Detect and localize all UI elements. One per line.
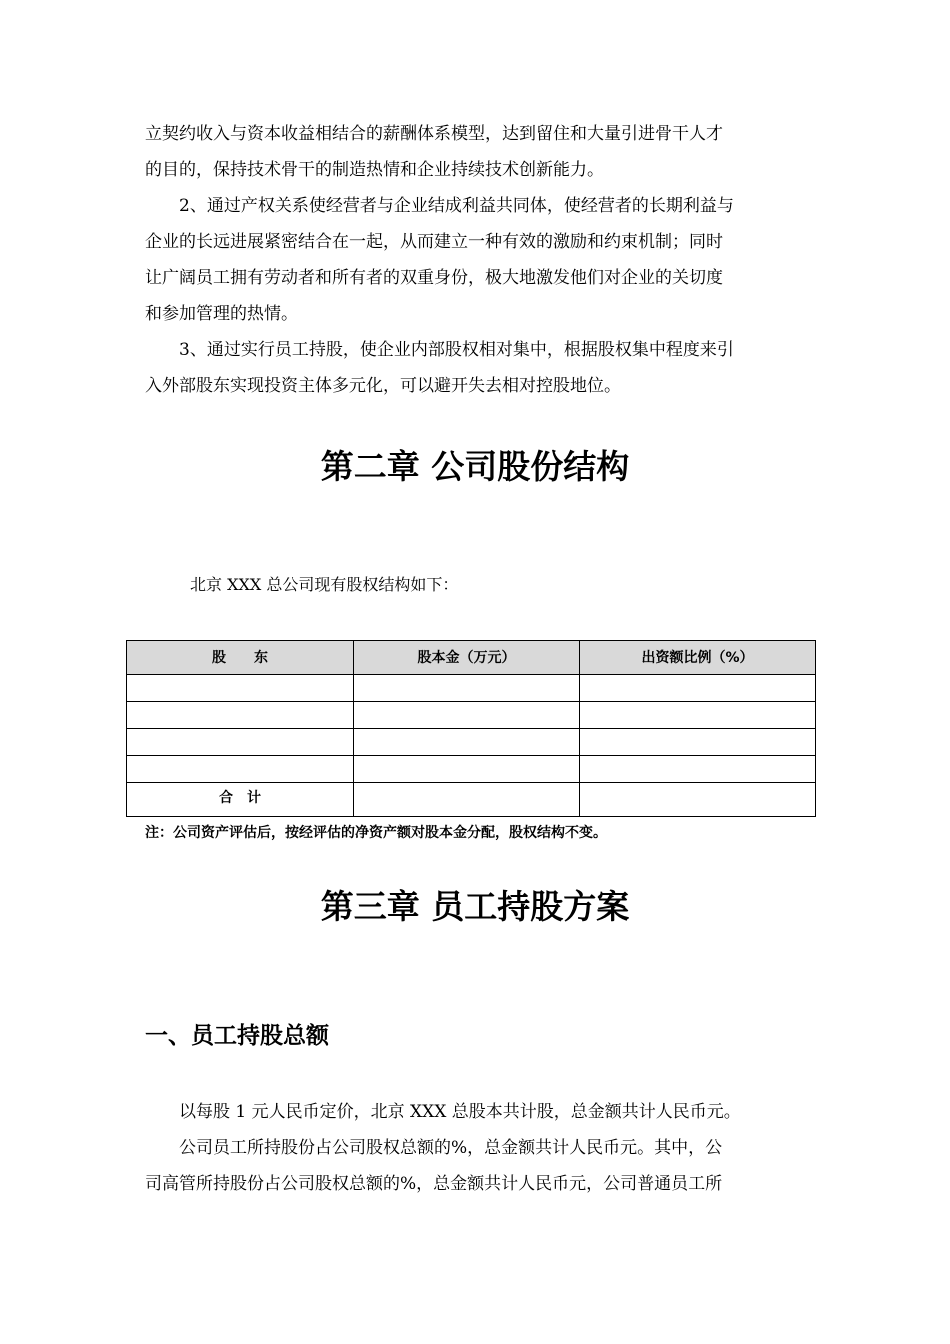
table-total-row xyxy=(127,783,816,817)
text-line: 和参加管理的热情。 xyxy=(145,304,298,324)
table-cell[interactable] xyxy=(127,675,354,702)
table-header-row xyxy=(127,641,816,675)
body-text-top xyxy=(145,116,810,404)
header-shareholder: 股 东 xyxy=(127,641,354,675)
table-cell[interactable] xyxy=(354,729,580,756)
equity-intro-text: 北京 XXX 总公司现有股权结构如下： xyxy=(190,575,459,594)
table-row xyxy=(127,729,816,756)
table-cell[interactable] xyxy=(354,702,580,729)
header-capital: 股本金（万元） xyxy=(354,641,580,675)
table-cell[interactable] xyxy=(580,675,816,702)
text-line: 立契约收入与资本收益相结合的薪酬体系模型，达到留住和大量引进骨干人才 xyxy=(145,124,723,144)
text-line: 的目的，保持技术骨干的制造热情和企业持续技术创新能力。 xyxy=(145,160,604,180)
text-line: 2、通过产权关系使经营者与企业结成利益共同体，使经营者的长期利益与 xyxy=(145,196,734,216)
body-text-bottom xyxy=(145,1094,810,1202)
chapter-3-title: 第三章 员工持股方案 xyxy=(320,887,630,926)
table-note: 注：公司资产评估后，按经评估的净资产额对股本金分配，股权结构不变。 xyxy=(145,825,607,841)
table-cell[interactable] xyxy=(580,702,816,729)
table-cell[interactable] xyxy=(580,783,816,817)
text-line: 企业的长远进展紧密结合在一起，从而建立一种有效的激励和约束机制；同时 xyxy=(145,232,723,252)
text-line: 让广阔员工拥有劳动者和所有者的双重身份，极大地激发他们对企业的关切度 xyxy=(145,268,723,288)
text-line: 以每股 1 元人民币定价，北京 XXX 总股本共计股，总金额共计人民币元。 xyxy=(145,1102,741,1122)
chapter-2-title: 第二章 公司股份结构 xyxy=(320,447,630,486)
header-ratio: 出资额比例（%） xyxy=(580,641,816,675)
table-cell[interactable] xyxy=(127,702,354,729)
text-line: 司高管所持股份占公司股权总额的%，总金额共计人民币元，公司普通员工所 xyxy=(145,1174,723,1194)
text-line: 3、通过实行员工持股，使企业内部股权相对集中，根据股权集中程度来引 xyxy=(145,340,734,360)
table-cell[interactable] xyxy=(580,756,816,783)
table-row xyxy=(127,756,816,783)
table-cell[interactable] xyxy=(354,675,580,702)
section-1-title: 一、员工持股总额 xyxy=(145,1023,329,1049)
table-row xyxy=(127,675,816,702)
text-line: 公司员工所持股份占公司股权总额的%，总金额共计人民币元。其中，公 xyxy=(145,1138,723,1158)
text-line: 入外部股东实现投资主体多元化，可以避开失去相对控股地位。 xyxy=(145,376,621,396)
table-cell[interactable] xyxy=(580,729,816,756)
equity-structure-table xyxy=(126,640,816,817)
table-cell[interactable] xyxy=(354,783,580,817)
table-cell[interactable] xyxy=(354,756,580,783)
table-cell[interactable] xyxy=(127,729,354,756)
table-row xyxy=(127,702,816,729)
table-cell[interactable] xyxy=(127,756,354,783)
total-label: 合 计 xyxy=(127,783,354,817)
